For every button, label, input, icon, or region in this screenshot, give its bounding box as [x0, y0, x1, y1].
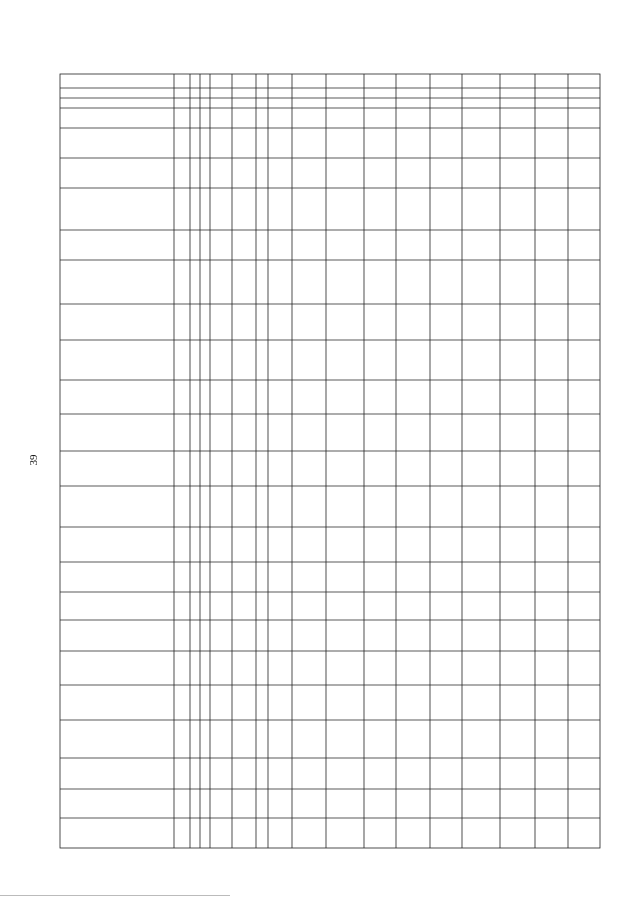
scan-bottom-rule: [0, 895, 230, 896]
table-horizontal-lines: [60, 88, 600, 818]
page-number: 39: [28, 454, 40, 466]
table-outline: [60, 74, 600, 848]
table-vertical-lines: [174, 74, 568, 848]
